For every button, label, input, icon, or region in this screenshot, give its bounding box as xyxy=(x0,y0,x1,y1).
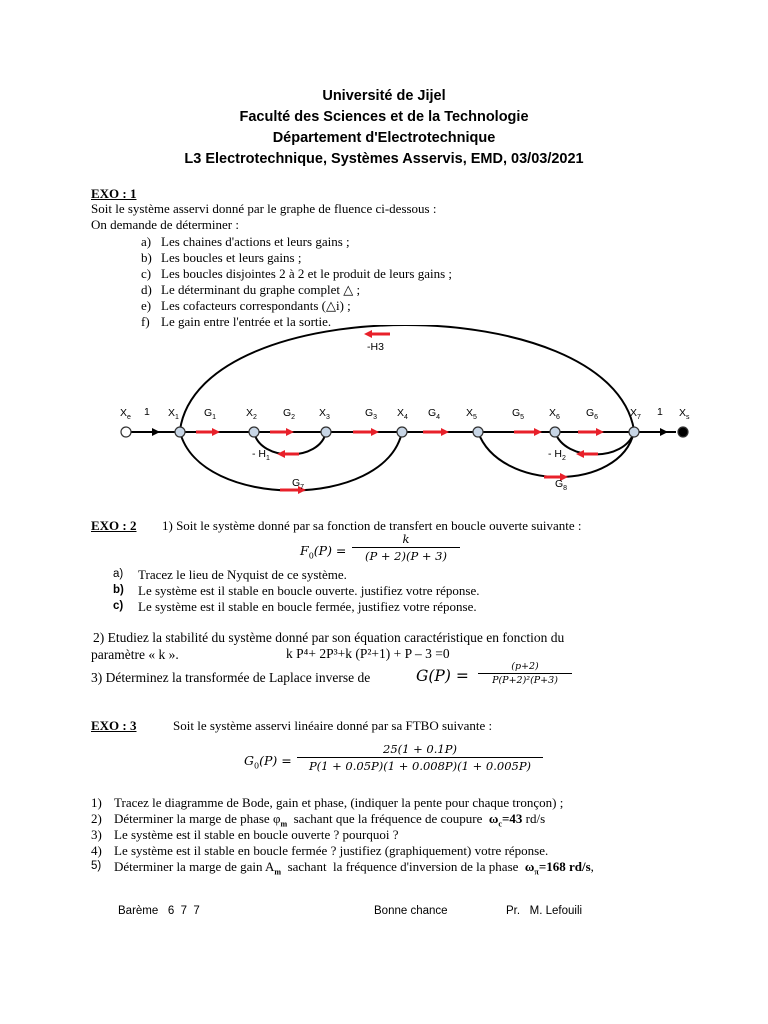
label-g6: $G_6$ xyxy=(586,407,599,422)
loop-h2-arc xyxy=(555,432,634,455)
exo1-intro-2: On demande de déterminer : xyxy=(91,217,239,232)
arrow-g6-icon xyxy=(596,428,604,436)
label-x7: $X_7$ xyxy=(630,407,641,422)
node-x2 xyxy=(249,427,259,437)
exo3-item-marker: 5) xyxy=(91,860,102,872)
label-g4: $G_4$ xyxy=(428,407,441,422)
label-x1: $X_1$ xyxy=(168,407,179,422)
node-x6 xyxy=(550,427,560,437)
label-xs: $X_s$ xyxy=(679,407,690,422)
exo1-item-marker: d) xyxy=(141,282,152,297)
label-g8: $G_8$ xyxy=(555,478,568,493)
node-x1 xyxy=(175,427,185,437)
exo2-title: EXO : 2 xyxy=(91,518,137,533)
arrow-g5-icon xyxy=(534,428,542,436)
f0-fraction xyxy=(352,532,460,563)
input-arrow-icon xyxy=(152,428,160,436)
exo2-item-marker: c) xyxy=(113,600,124,612)
department-title: Département d'Electrotechnique xyxy=(272,130,496,146)
exo1-item-text: Le déterminant du graphe complet △ ; xyxy=(161,282,361,297)
exo3-item-marker: 1) xyxy=(91,795,102,810)
exo3-intro: Soit le système asservi linéaire donné par sa FTBO suivante : xyxy=(173,718,493,733)
arrow-h1-icon xyxy=(277,450,285,458)
exo3-item-text: Le système est il stable en boucle ouverte ? pourquoi ? xyxy=(114,827,399,842)
exo3-item-text: Déterminer la marge de phase $\varphi_m$ sachant que la fréquence de coupure $\omega_c=43$ rd/s xyxy=(114,811,546,829)
arrow-g3-icon xyxy=(371,428,379,436)
g-lhs: G(P) = xyxy=(416,667,469,685)
label-x4: $X_4$ xyxy=(397,407,408,422)
label-gain-in: 1 xyxy=(144,406,150,418)
g0-numerator: 25(1 + 0.1P) xyxy=(383,742,457,756)
exo1-intro-1: Soit le système asservi donné par le graphe de fluence ci-dessous : xyxy=(91,201,437,216)
node-xs xyxy=(678,427,688,437)
exo3-title: EXO : 3 xyxy=(91,718,137,733)
label-xe: $X_e$ xyxy=(120,407,131,422)
exo2-question-1: 1) Soit le système donné par sa fonction de transfert en boucle ouverte suivante : xyxy=(162,518,582,533)
exo2-parameter: paramètre « k ». xyxy=(91,647,179,662)
faculty-title: Faculté des Sciences et de la Technologie xyxy=(239,109,529,125)
label-g7: $G_7$ xyxy=(292,477,305,492)
node-x3 xyxy=(321,427,331,437)
branch-g7-arc xyxy=(180,432,402,491)
exam-title: L3 Electrotechnique, Systèmes Asservis, EMD, 03/03/2021 xyxy=(184,151,584,167)
node-xe xyxy=(121,427,131,437)
exo3-item-marker: 4) xyxy=(91,843,102,858)
label-h3: -H3 xyxy=(367,341,384,353)
exo2-item-marker: b) xyxy=(113,584,124,596)
f0-lhs: $F_0(P)$ = xyxy=(300,543,347,561)
label-h2: - $H_2$ xyxy=(548,448,566,463)
exo2-item-text: Le système est il stable en boucle fermée, justifiez votre réponse. xyxy=(138,599,477,614)
characteristic-equation: k P⁴+ 2P³+k (P²+1) + P – 3 =0 xyxy=(286,646,450,661)
label-x2: $X_2$ xyxy=(246,407,257,422)
exo1-item-text: Les cofacteurs correspondants (△i) ; xyxy=(161,298,351,313)
author-name: Pr. M. Lefouili xyxy=(506,905,583,917)
exo3-item-marker: 3) xyxy=(91,827,102,842)
f0-numerator: k xyxy=(402,532,410,546)
label-g5: $G_5$ xyxy=(512,407,525,422)
exo1-item-text: Les chaines d'actions et leurs gains ; xyxy=(161,234,350,249)
exo3-item-text: Déterminer la marge de gain $A_m$ sachant la fréquence d'inversion de la phase $\omega_\pi=168$ rd/s, xyxy=(114,859,594,877)
university-title: Université de Jijel xyxy=(322,88,446,104)
label-g1: $G_1$ xyxy=(204,407,217,422)
exo3-item-text: Tracez le diagramme de Bode, gain et phase, (indiquer la pente pour chaque tronçon) ; xyxy=(114,795,564,810)
node-x5 xyxy=(473,427,483,437)
exo1-item-marker: b) xyxy=(141,250,152,265)
label-x5: $X_5$ xyxy=(466,407,477,422)
exo1-item-text: Les boucles et leurs gains ; xyxy=(161,250,302,265)
label-x3: $X_3$ xyxy=(319,407,330,422)
g0-lhs: $G_0(P)$ = xyxy=(244,753,292,771)
exo1-item-marker: a) xyxy=(141,234,152,249)
arrow-h3-icon xyxy=(364,330,372,338)
node-x7 xyxy=(629,427,639,437)
g-fraction xyxy=(478,661,572,686)
exo2-question-3: 3) Déterminez la transformée de Laplace inverse de xyxy=(91,670,371,685)
exo1-title: EXO : 1 xyxy=(91,186,137,201)
exo1-item-marker: f) xyxy=(141,314,150,329)
good-luck-note: Bonne chance xyxy=(374,905,448,917)
g0-fraction xyxy=(297,742,543,773)
signal-flow-graph xyxy=(0,325,768,505)
exo2-item-text: Tracez le lieu de Nyquist de ce système. xyxy=(138,567,347,582)
exo3-item-text: Le système est il stable en boucle fermée ? justifiez (graphiquement) votre réponse. xyxy=(114,843,549,858)
exo2-question-2: 2) Etudiez la stabilité du système donné par son équation caractéristique en fonction du xyxy=(93,630,565,645)
exo1-item-text: Les boucles disjointes 2 à 2 et le produit de leurs gains ; xyxy=(161,266,452,281)
g0-denominator: P(1 + 0.05P)(1 + 0.008P)(1 + 0.005P) xyxy=(308,759,532,773)
output-arrow-icon xyxy=(660,428,668,436)
node-x4 xyxy=(397,427,407,437)
g-denominator: P(P+2)²(P+3) xyxy=(492,675,558,686)
label-g3: $G_3$ xyxy=(365,407,378,422)
exo3-item-marker: 2) xyxy=(91,811,102,826)
arrow-g1-icon xyxy=(212,428,220,436)
exo2-item-text: Le système est il stable en boucle ouverte. justifiez votre réponse. xyxy=(138,583,480,598)
exo1-item-marker: c) xyxy=(141,266,152,281)
label-h1: - $H_1$ xyxy=(252,448,270,463)
grading-scale: Barème 6 7 7 xyxy=(118,905,200,917)
exo1-item-text: Le gain entre l'entrée et la sortie. xyxy=(161,314,332,329)
label-g2: $G_2$ xyxy=(283,407,296,422)
exo2-item-marker: a) xyxy=(113,568,124,580)
arrow-g2-icon xyxy=(286,428,294,436)
label-gain-out: 1 xyxy=(657,406,663,418)
label-x6: $X_6$ xyxy=(549,407,560,422)
arrow-g4-icon xyxy=(441,428,449,436)
exo1-item-marker: e) xyxy=(141,298,152,313)
g-numerator: (p+2) xyxy=(511,661,539,672)
f0-denominator: (P + 2)(P + 3) xyxy=(365,549,447,563)
